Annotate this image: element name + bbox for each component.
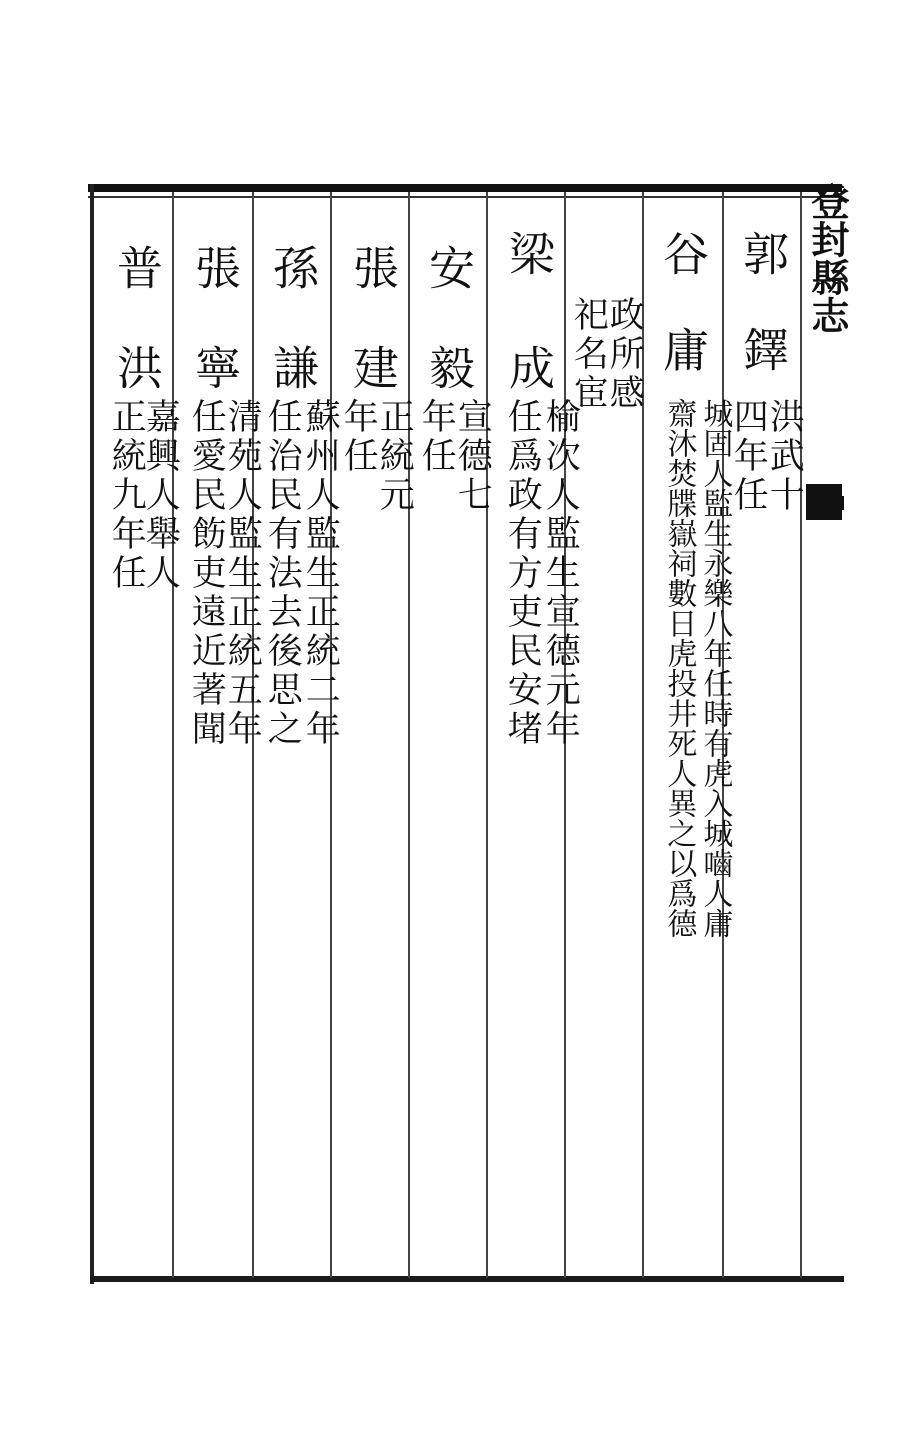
entry-note: 清苑人監生正統五年 bbox=[222, 398, 263, 749]
entry-given-name: 謙 bbox=[266, 344, 320, 390]
entry-note: 任爲政有方吏民安堵 bbox=[502, 398, 543, 749]
frame-left-border bbox=[90, 184, 94, 1284]
entry-note: 榆次人監生宣德元年 bbox=[540, 398, 581, 749]
entry-note: 齋沐焚牒嶽祠數日虎投井死人異之以爲德 bbox=[661, 398, 697, 938]
entry-note: 年任 bbox=[416, 398, 457, 476]
entry-note: 嘉興人舉人 bbox=[140, 398, 181, 593]
entry-given-name: 洪 bbox=[110, 344, 164, 390]
entry-note: 四年任 bbox=[728, 398, 769, 515]
column-rule bbox=[486, 192, 488, 1278]
entry-given-name: 毅 bbox=[422, 344, 476, 390]
entry-given-name: 寧 bbox=[188, 344, 242, 390]
entry-given-name: 鐸 bbox=[736, 326, 790, 372]
running-title: 登封縣志 bbox=[805, 182, 850, 334]
entry-surname: 谷 bbox=[656, 230, 710, 276]
column-rule bbox=[800, 192, 802, 1278]
entry-note: 正統九年任 bbox=[106, 398, 147, 593]
entry-surname: 安 bbox=[422, 244, 476, 290]
entry-surname: 孫 bbox=[266, 244, 320, 290]
entry-surname: 張 bbox=[188, 244, 242, 290]
entry-surname: 張 bbox=[346, 244, 400, 290]
column-rule bbox=[408, 192, 410, 1278]
entry-note: 洪武十 bbox=[764, 398, 805, 515]
column-rule bbox=[172, 192, 174, 1278]
fishtail-mark-tip bbox=[832, 496, 844, 510]
entry-surname: 梁 bbox=[502, 230, 556, 276]
entry-note: 蘇州人監生正統二年 bbox=[300, 398, 341, 749]
entry-note: 任愛民飭吏遠近著聞 bbox=[186, 398, 227, 749]
entry-surname: 普 bbox=[110, 244, 164, 290]
entry-note: 任治民有法去後思之 bbox=[262, 398, 303, 749]
entry-note: 城固人監生永樂八年任時有虎入城嚙人庸 bbox=[697, 398, 733, 938]
entry-note: 年任 bbox=[338, 398, 379, 476]
entry-given-name: 建 bbox=[346, 344, 400, 390]
frame-bottom-border bbox=[90, 1276, 844, 1282]
frame-top-border bbox=[88, 184, 842, 192]
entry-note: 祀名宦 bbox=[568, 296, 609, 413]
entry-given-name: 庸 bbox=[656, 326, 710, 372]
entry-note: 正統元 bbox=[374, 398, 415, 515]
entry-surname: 郭 bbox=[736, 230, 790, 276]
entry-note: 政所感 bbox=[604, 296, 645, 413]
frame-top-inner-border bbox=[88, 196, 842, 198]
entry-given-name: 成 bbox=[502, 344, 556, 390]
entry-note: 宣德七 bbox=[452, 398, 493, 515]
